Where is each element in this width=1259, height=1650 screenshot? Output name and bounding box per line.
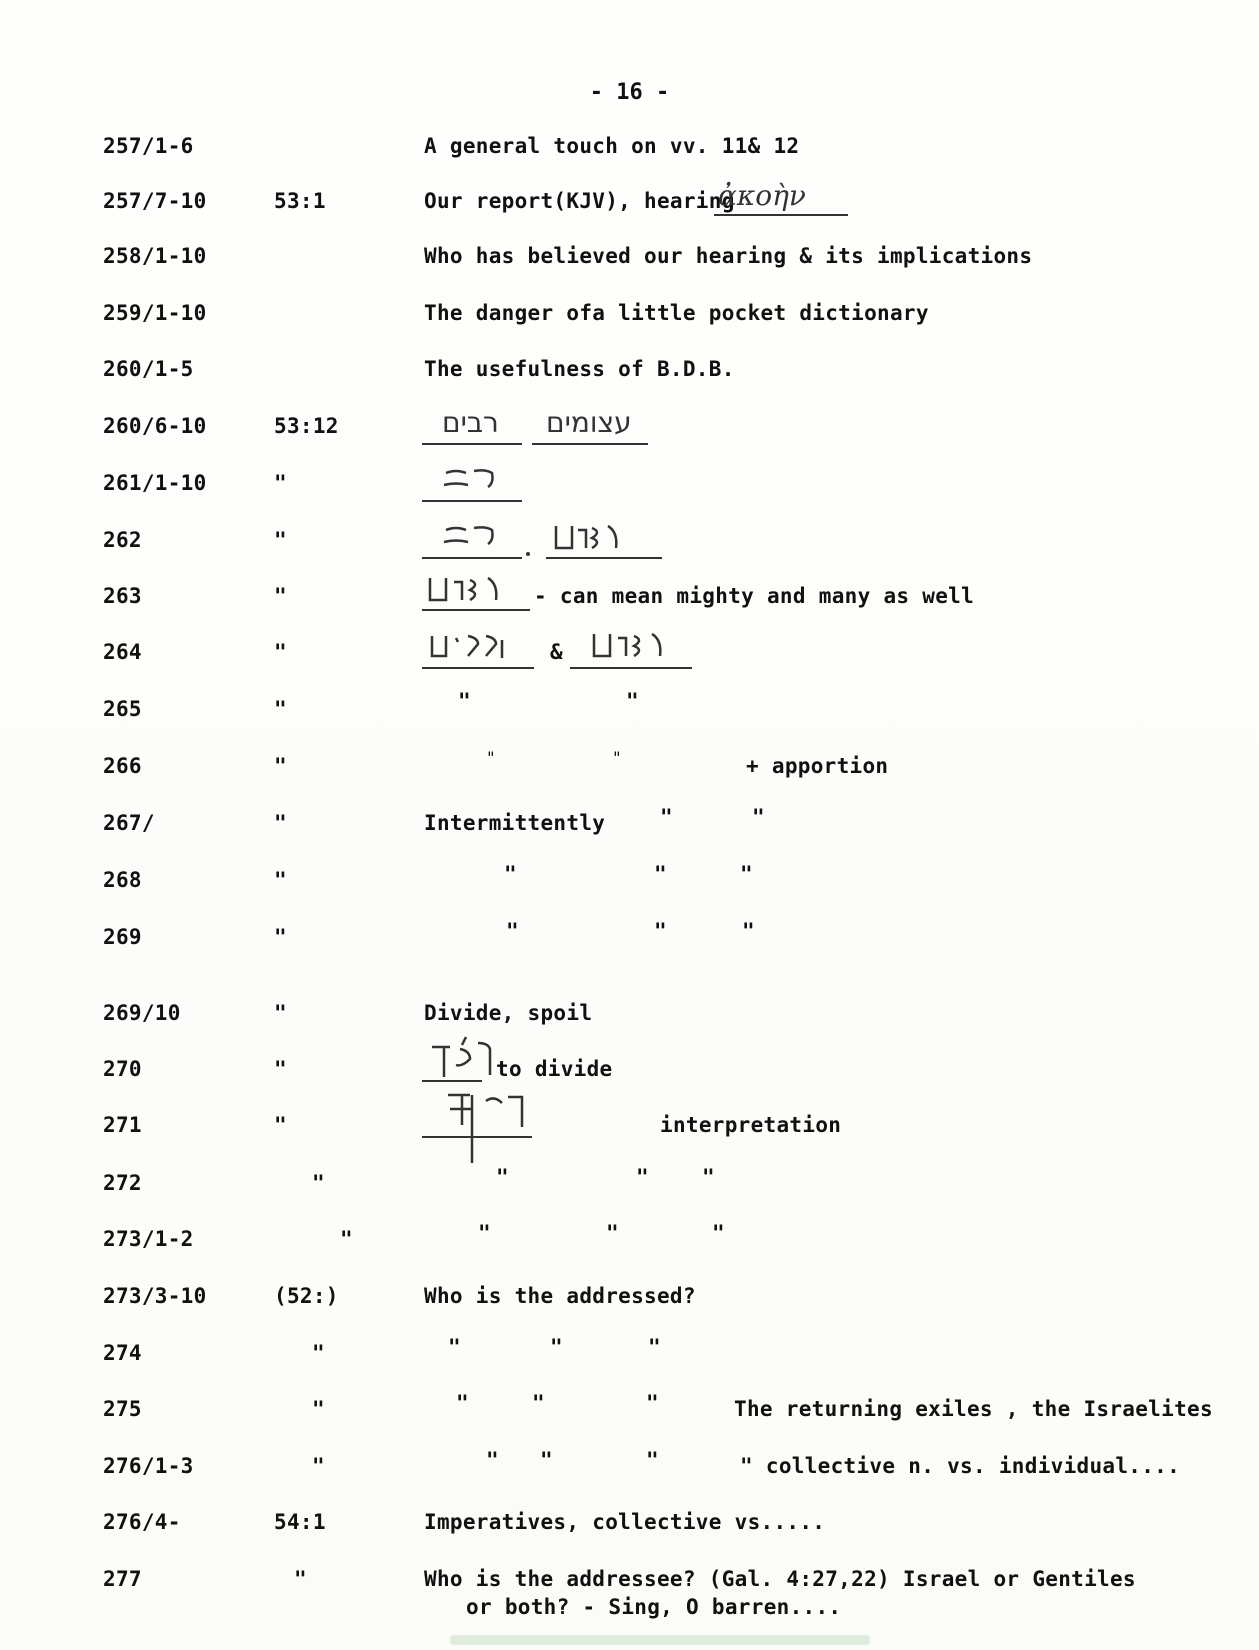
ditto-mark: "	[646, 1391, 659, 1415]
verse-cell: 53:1	[274, 189, 326, 213]
table-row	[0, 748, 1259, 788]
handwritten-hebrew-words	[422, 402, 662, 452]
table-row	[0, 805, 1259, 845]
text-cell: The usefulness of B.D.B.	[424, 357, 735, 381]
ref-cell: 265	[103, 697, 142, 721]
text-cell: Divide, spoil	[424, 1001, 593, 1025]
ref-cell: 276/1-3	[103, 1454, 194, 1478]
verse-cell: "	[274, 868, 287, 892]
verse-cell: 54:1	[274, 1510, 326, 1534]
ref-cell: 275	[103, 1397, 142, 1421]
table-row	[0, 1057, 1259, 1091]
ampersand-text: &	[550, 640, 563, 664]
table-row	[0, 919, 1259, 959]
ref-cell: 262	[103, 528, 142, 552]
verse-cell: "	[274, 811, 287, 835]
ditto-mark: "	[654, 862, 667, 886]
handwritten-hebrew-words	[422, 516, 672, 566]
ditto-mark: "	[504, 862, 517, 886]
ditto-mark: "	[532, 1391, 545, 1415]
table-row	[0, 244, 1259, 278]
text-cell: to divide	[496, 1057, 613, 1081]
text-cell: Intermittently	[424, 811, 606, 835]
ref-cell: 264	[103, 640, 142, 664]
text-cell-continued: or both? - Sing, O barren....	[466, 1595, 842, 1619]
verse-cell: (52:)	[274, 1284, 339, 1308]
table-row	[0, 1284, 1259, 1318]
verse-cell: "	[274, 925, 287, 949]
table-row	[0, 179, 1259, 223]
ditto-mark: "	[752, 805, 765, 829]
ref-cell: 257/1-6	[103, 134, 194, 158]
verse-cell: "	[274, 1001, 287, 1025]
table-row	[0, 357, 1259, 391]
text-cell: A general touch on vv. 11& 12	[424, 134, 800, 158]
verse-cell: 53:12	[274, 414, 339, 438]
table-row	[0, 584, 1259, 618]
table-row	[0, 1448, 1259, 1488]
verse-cell: "	[312, 1341, 325, 1365]
text-cell: Who has believed our hearing & its implications	[424, 244, 1033, 268]
handwritten-hebrew-word	[422, 570, 532, 620]
ditto-mark: "	[660, 805, 673, 829]
verse-cell: "	[274, 584, 287, 608]
ditto-mark: "	[448, 1335, 461, 1359]
ref-cell: 276/4-	[103, 1510, 181, 1534]
text-cell: The danger ofa little pocket dictionary	[424, 301, 929, 325]
ditto-mark: "	[740, 862, 753, 886]
ditto-mark: "	[702, 1165, 715, 1189]
verse-cell: "	[340, 1227, 353, 1251]
text-cell: Imperatives, collective vs.....	[424, 1510, 826, 1534]
verse-cell: "	[274, 1113, 287, 1137]
ref-cell: 268	[103, 868, 142, 892]
ditto-mark: "	[496, 1165, 509, 1189]
ditto-mark: "	[648, 1335, 661, 1359]
ref-cell: 271	[103, 1113, 142, 1137]
table-row	[0, 640, 1259, 674]
verse-cell: "	[312, 1171, 325, 1195]
ref-cell: 261/1-10	[103, 471, 207, 495]
table-row	[0, 862, 1259, 902]
apportion-note: + apportion	[746, 754, 889, 778]
ditto-mark: "	[478, 1221, 491, 1245]
table-row	[0, 301, 1259, 335]
ref-cell: 277	[103, 1567, 142, 1591]
ditto-mark: "	[636, 1165, 649, 1189]
verse-cell: "	[274, 471, 287, 495]
handwritten-hebrew-word	[422, 1087, 562, 1171]
table-row	[0, 1113, 1259, 1147]
ref-cell: 266	[103, 754, 142, 778]
ditto-mark: "	[612, 748, 622, 767]
scan-smudge	[450, 1635, 870, 1645]
collective-note: " collective n. vs. individual....	[740, 1454, 1181, 1478]
ditto-mark: "	[540, 1448, 553, 1472]
verse-cell: "	[312, 1454, 325, 1478]
table-row	[0, 1335, 1259, 1375]
verse-cell: "	[274, 528, 287, 552]
table-row	[0, 134, 1259, 168]
ditto-mark: "	[712, 1221, 725, 1245]
ditto-mark: "	[486, 748, 496, 767]
ref-cell: 273/3-10	[103, 1284, 207, 1308]
ref-cell: 272	[103, 1171, 142, 1195]
hebrew-word-1: רבים	[442, 406, 499, 439]
handwritten-hebrew-words	[422, 626, 712, 678]
greek-word-glyphs: ἀκοὴν	[718, 179, 806, 212]
page-number: - 16 -	[589, 80, 670, 105]
verse-cell: "	[274, 697, 287, 721]
table-row	[0, 1165, 1259, 1205]
verse-cell: "	[294, 1567, 307, 1591]
ref-cell: 257/7-10	[103, 189, 207, 213]
table-row	[0, 1567, 1259, 1627]
table-row	[0, 1221, 1259, 1261]
verse-cell: "	[274, 1057, 287, 1081]
ref-cell: 260/1-5	[103, 357, 194, 381]
table-row	[0, 689, 1259, 731]
table-row	[0, 406, 1259, 448]
ref-cell: 260/6-10	[103, 414, 207, 438]
ditto-mark: "	[654, 919, 667, 943]
ref-cell: 269	[103, 925, 142, 949]
text-cell: Who is the addressee? (Gal. 4:27,22) Israel or Gentiles	[424, 1567, 1136, 1591]
verse-cell: "	[312, 1397, 325, 1421]
ditto-mark: "	[742, 919, 755, 943]
ref-cell: 274	[103, 1341, 142, 1365]
verse-cell: "	[274, 640, 287, 664]
verse-cell: "	[274, 754, 287, 778]
ref-cell: 270	[103, 1057, 142, 1081]
ref-cell: 259/1-10	[103, 301, 207, 325]
handwritten-hebrew-word	[422, 459, 532, 509]
table-row	[0, 528, 1259, 562]
table-row	[0, 1001, 1259, 1035]
ditto-mark: "	[506, 919, 519, 943]
ditto-mark: "	[550, 1335, 563, 1359]
ditto-mark: "	[646, 1448, 659, 1472]
table-row	[0, 471, 1259, 505]
text-cell: - can mean mighty and many as well	[534, 584, 975, 608]
hebrew-word-2: עצומים	[546, 406, 632, 439]
ditto-mark: "	[626, 689, 639, 713]
text-cell: Our report(KJV), hearing	[424, 189, 735, 213]
ref-cell: 269/10	[103, 1001, 181, 1025]
handwritten-greek-word	[714, 175, 854, 223]
ref-cell: 258/1-10	[103, 244, 207, 268]
ditto-mark: "	[456, 1391, 469, 1415]
ref-cell: 267/	[103, 811, 155, 835]
table-row	[0, 1510, 1259, 1544]
text-cell: Who is the addressed?	[424, 1284, 696, 1308]
ditto-mark: "	[606, 1221, 619, 1245]
table-row	[0, 1391, 1259, 1431]
ref-cell: 263	[103, 584, 142, 608]
ref-cell: 273/1-2	[103, 1227, 194, 1251]
text-cell: interpretation	[660, 1113, 842, 1137]
ditto-mark: "	[486, 1448, 499, 1472]
exiles-note: The returning exiles , the Israelites	[734, 1397, 1213, 1421]
ditto-mark: "	[458, 689, 471, 713]
